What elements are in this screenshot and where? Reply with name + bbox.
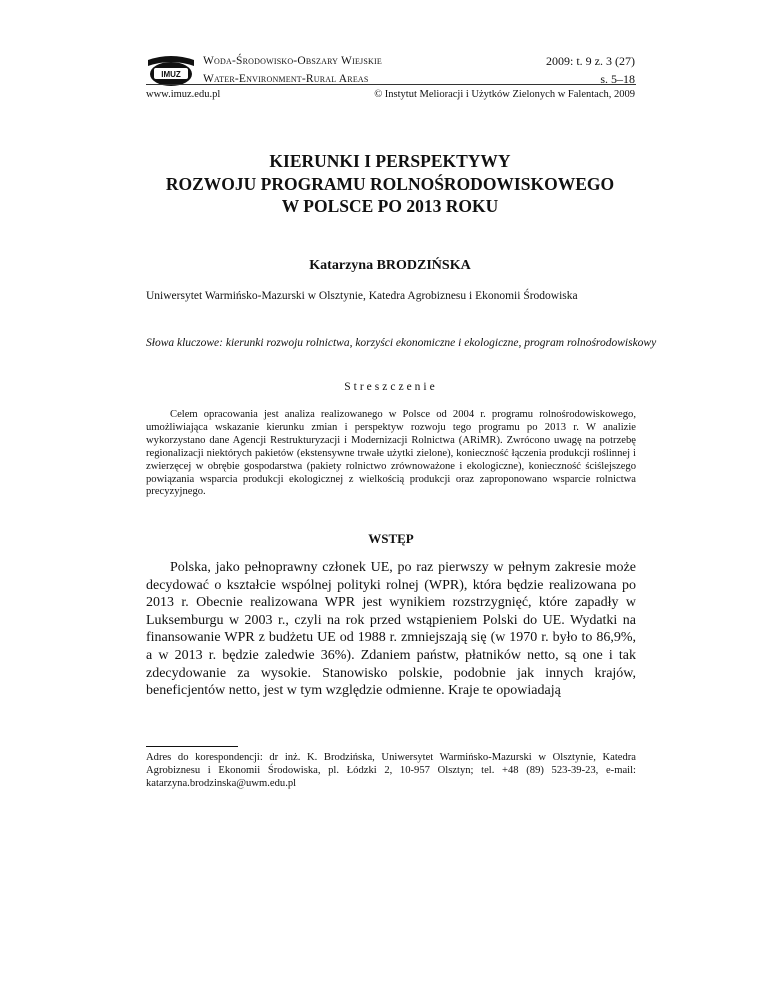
abstract-text: Celem opracowania jest analiza realizowanego w Polsce od 2004 r. programu rolnośrodowiskowego, umożliwiająca wskazanie kierunku zmian i perspektyw rozwoju tego programu po 2013 r. W analizie wykorzystano dane Agencji Restrukturyzacji i Modernizacji Rolnictwa (ARiMR). Zwrócono uwagę na potrzebę regionalizacji niektórych pakietów (ekstensywne trwałe użytki zielone), konieczność łączenia produkcji roślinnej i zwierzęcej w obrębie gospodarstwa (pakiety rolnictwo zrównoważone i ekologiczne), konieczność ściślejszego powiązania wsparcia produkcji ekologicznej z wielkością produkcji oraz zaproponowano wsparcie rolnictwa precyzyjnego.: [146, 409, 636, 498]
correspondence-footnote: Adres do korespondencji: dr inż. K. Brodzińska, Uniwersytet Warmińsko-Mazurski w Olsztynie, Katedra Agrobiznesu i Ekonomii Środowiska, pl. Łódzki 2, 10-957 Olsztyn; tel. +48 (89) 523-39-23, e-mail: katarzyna.brodzinska@uwm.edu.pl: [146, 752, 636, 789]
journal-volume: [546, 52, 635, 88]
footnote-divider: [146, 746, 238, 747]
author-affiliation: Uniwersytet Warmińsko-Mazurski w Olsztynie, Katedra Agrobiznesu i Ekonomii Środowiska: [146, 290, 578, 302]
section-heading: WSTĘP: [368, 531, 414, 546]
summary-heading: Streszczenie: [344, 381, 438, 393]
article-title: [120, 150, 660, 218]
author-name: Katarzyna BRODZIŃSKA: [309, 258, 471, 273]
title-line: ROZWOJU PROGRAMU ROLNOŚRODOWISKOWEGO: [165, 173, 615, 194]
journal-name: [203, 52, 382, 88]
volume-info: 2009: t. 9 z. 3 (27): [546, 54, 635, 68]
copyright-notice: © Instytut Melioracji i Użytków Zielonych w Falentach, 2009: [374, 89, 635, 100]
journal-name-en: Water-Environment-Rural Areas: [203, 73, 369, 85]
imuz-logo: [146, 52, 196, 88]
logo-text: IMUZ: [161, 70, 181, 79]
title-line: KIERUNKI I PERSPEKTYWY: [269, 151, 511, 171]
website-link[interactable]: www.imuz.edu.pl: [146, 89, 221, 100]
journal-name-pl: Woda-Środowisko-Obszary Wiejskie: [203, 55, 382, 67]
page-range: s. 5–18: [600, 72, 635, 86]
title-line: W POLSCE PO 2013 ROKU: [281, 196, 499, 216]
keywords: Słowa kluczowe: kierunki rozwoju rolnictwa, korzyści ekonomiczne i ekologiczne, program rolnośrodowiskowy: [146, 337, 657, 349]
header-divider: [146, 84, 636, 85]
intro-paragraph: Polska, jako pełnoprawny członek UE, po raz pierwszy w pełnym zakresie może decydować o kształcie wspólnej polityki rolnej (WPR), która będzie realizowana po 2013 r. Obecnie realizowana WPR jest wynikiem rozstrzygnięć, które zapadły w Luksemburgu w 2003 r., czyli na rok przed wstąpieniem Polski do UE. Wydatki na finansowanie WPR z budżetu UE od 1988 r. zmniejszają się (w 1970 r. było to 86,9%, a w 2013 r. będzie zaledwie 36%). Zdaniem państw, płatników netto, są one i tak zdecydowanie za wysokie. Stanowisko polskie, podobnie jak innych krajów, beneficjentów netto, jest w tym względzie odmienne. Kraje te opowiadają: [146, 560, 636, 699]
